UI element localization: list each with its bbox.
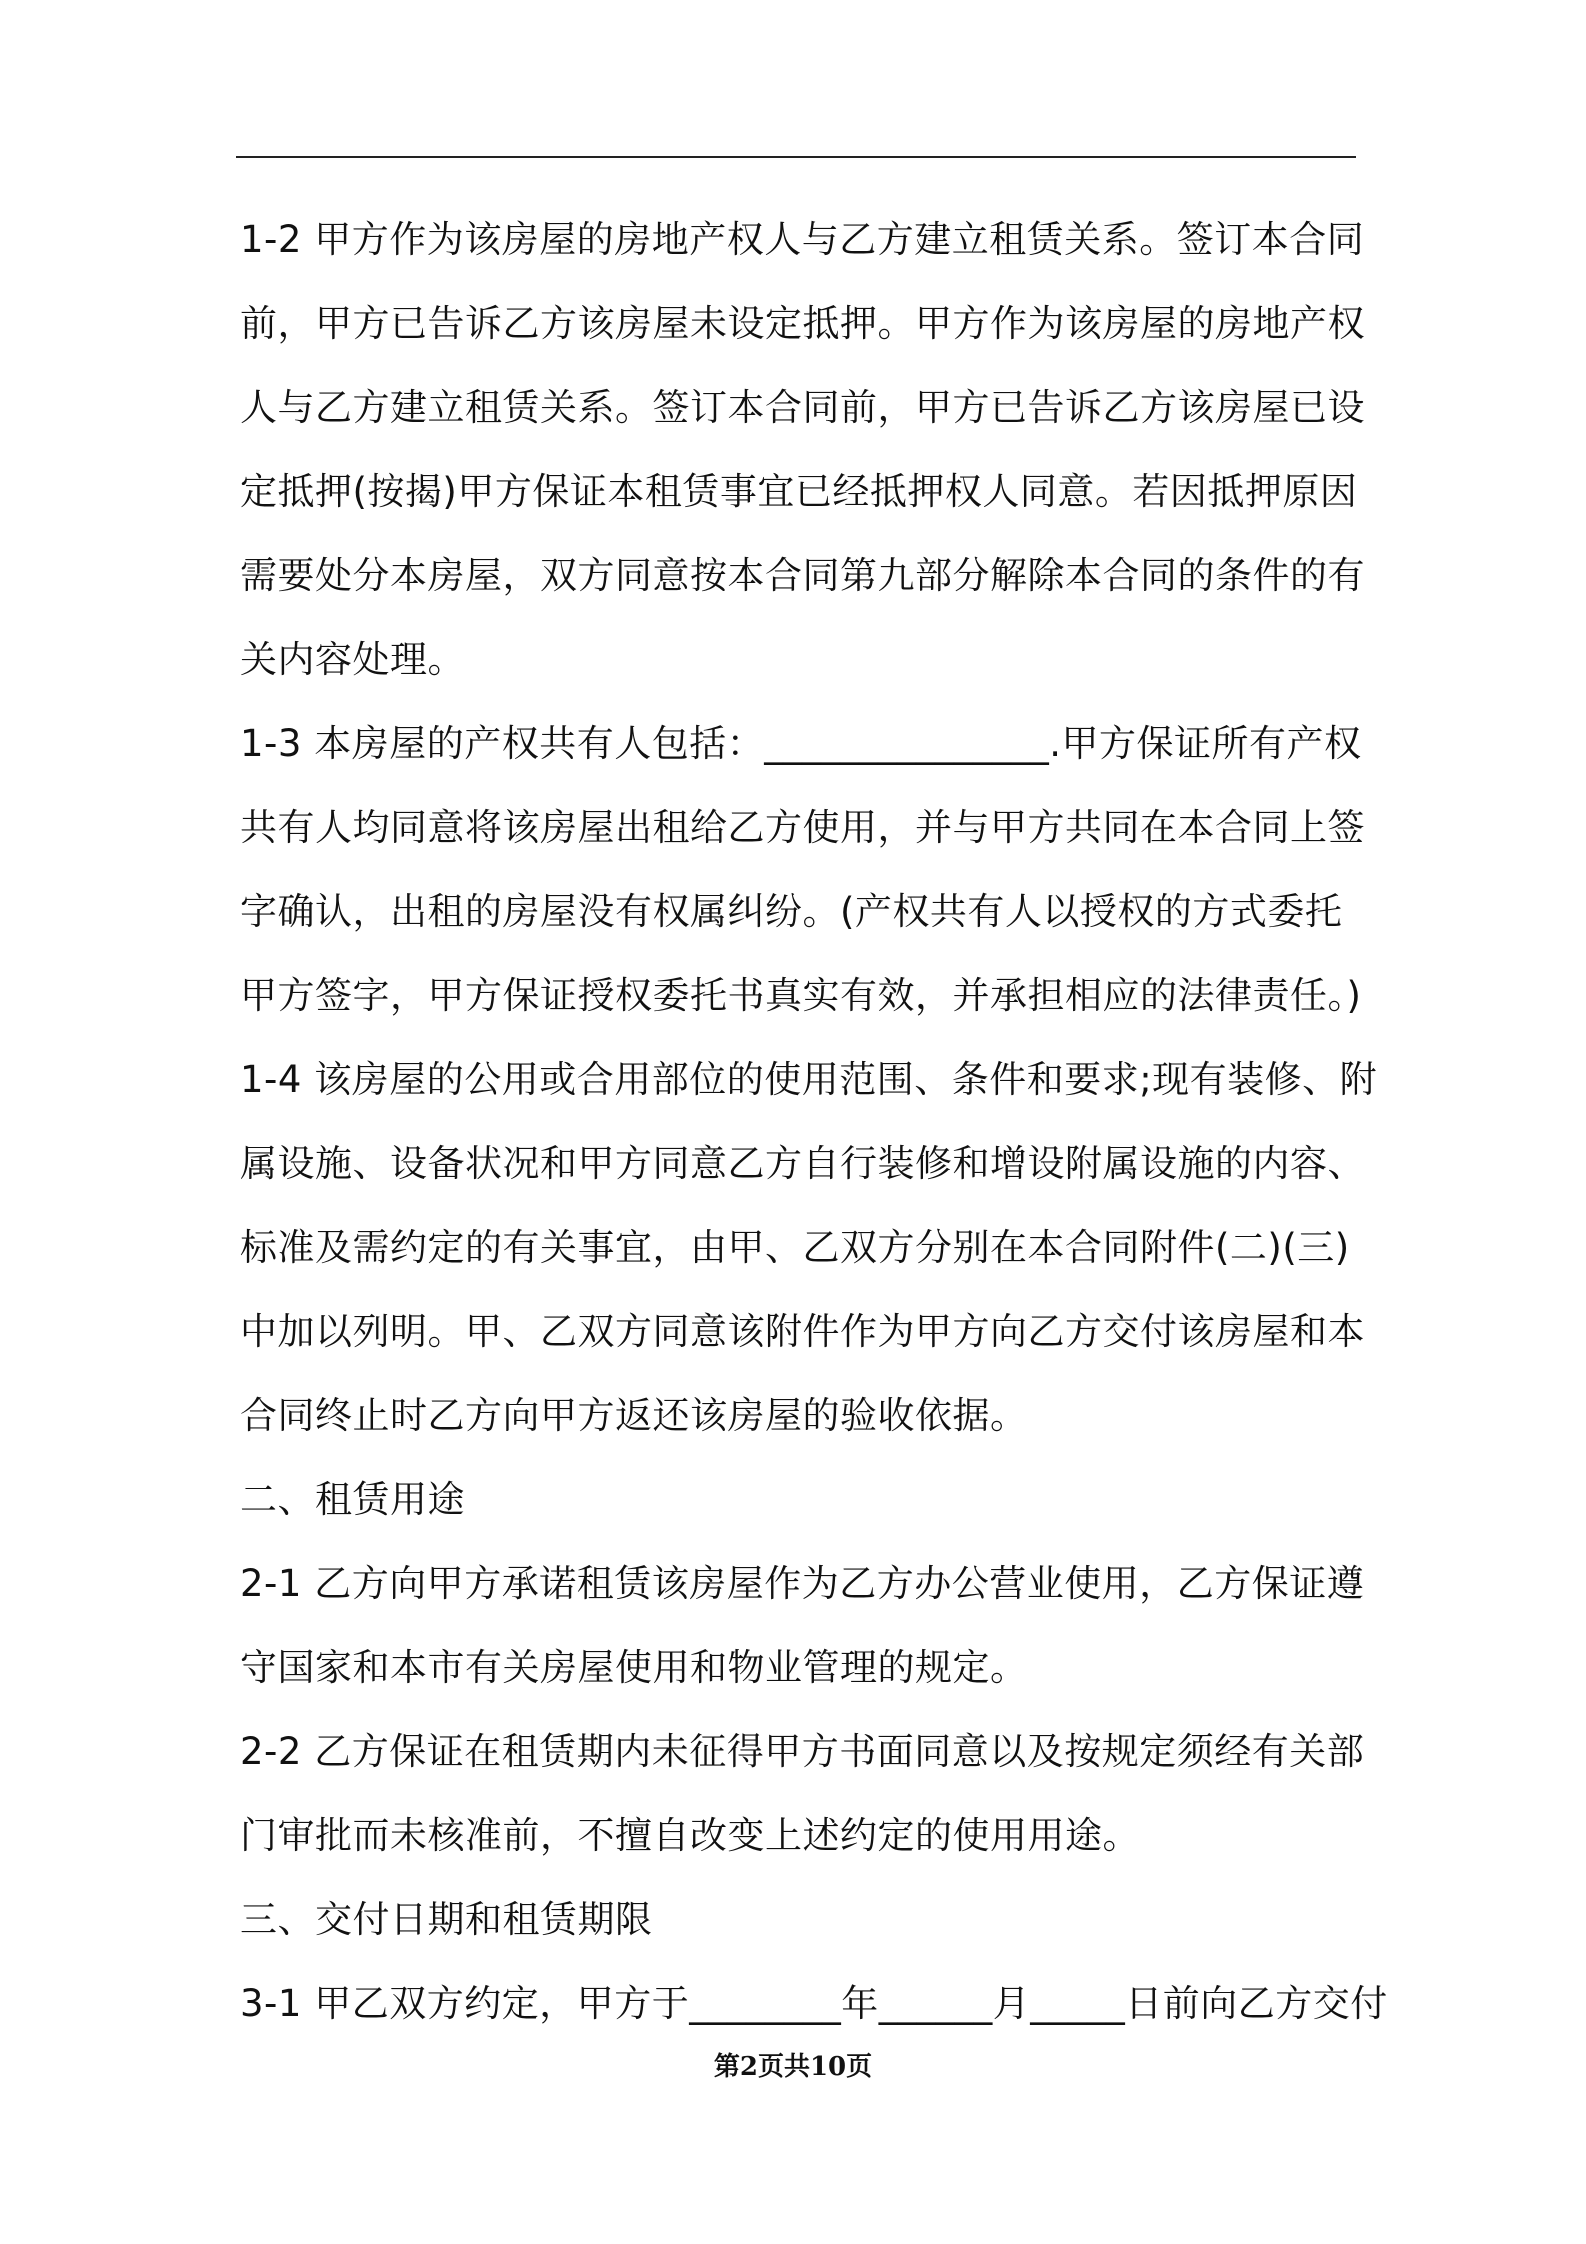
text-line: 2-2 乙方保证在租赁期内未征得甲方书面同意以及按规定须经有关部 (240, 1730, 1365, 1773)
contract-body (240, 198, 1388, 2046)
text-line: 定抵押(按揭)甲方保证本租赁事宜已经抵押权人同意。若因抵押原因 (240, 470, 1358, 513)
text-line: 门审批而未核准前，不擅自改变上述约定的使用用途。 (240, 1814, 1140, 1857)
text-line: 守国家和本市有关房屋使用和物业管理的规定。 (240, 1646, 1028, 1689)
text-line: 1-2 甲方作为该房屋的房地产权人与乙方建立租赁关系。签订本合同 (240, 218, 1365, 261)
text-line: 关内容处理。 (240, 638, 465, 681)
section-heading: 二、租赁用途 (240, 1478, 465, 1521)
text-line: 前，甲方已告诉乙方该房屋未设定抵押。甲方作为该房屋的房地产权 (240, 302, 1365, 345)
text-line: 需要处分本房屋，双方同意按本合同第九部分解除本合同的条件的有 (240, 554, 1365, 597)
text-line: 1-3 本房屋的产权共有人包括：_______________.甲方保证所有产权 (240, 722, 1362, 765)
text-line: 2-1 乙方向甲方承诺租赁该房屋作为乙方办公营业使用，乙方保证遵 (240, 1562, 1365, 1605)
text-line: 中加以列明。甲、乙双方同意该附件作为甲方向乙方交付该房屋和本 (240, 1310, 1365, 1353)
text-line: 共有人均同意将该房屋出租给乙方使用，并与甲方共同在本合同上签 (240, 806, 1365, 849)
header-divider (236, 156, 1356, 158)
text-line: 合同终止时乙方向甲方返还该房屋的验收依据。 (240, 1394, 1028, 1437)
page-number: 第2页共10页 (713, 2052, 873, 2082)
text-line: 甲方签字，甲方保证授权委托书真实有效，并承担相应的法律责任。) (240, 974, 1362, 1017)
text-line: 3-1 甲乙双方约定，甲方于________年______月_____日前向乙方交付 (240, 1982, 1388, 2025)
section-heading: 三、交付日期和租赁期限 (240, 1898, 653, 1941)
text-line: 属设施、设备状况和甲方同意乙方自行装修和增设附属设施的内容、 (240, 1142, 1365, 1185)
text-line: 人与乙方建立租赁关系。签订本合同前，甲方已告诉乙方该房屋已设 (240, 386, 1365, 429)
text-line: 标准及需约定的有关事宜，由甲、乙双方分别在本合同附件(二)(三) (240, 1226, 1350, 1269)
text-line: 1-4 该房屋的公用或合用部位的使用范围、条件和要求;现有装修、附 (240, 1058, 1378, 1101)
text-line: 字确认，出租的房屋没有权属纠纷。(产权共有人以授权的方式委托 (240, 890, 1343, 933)
